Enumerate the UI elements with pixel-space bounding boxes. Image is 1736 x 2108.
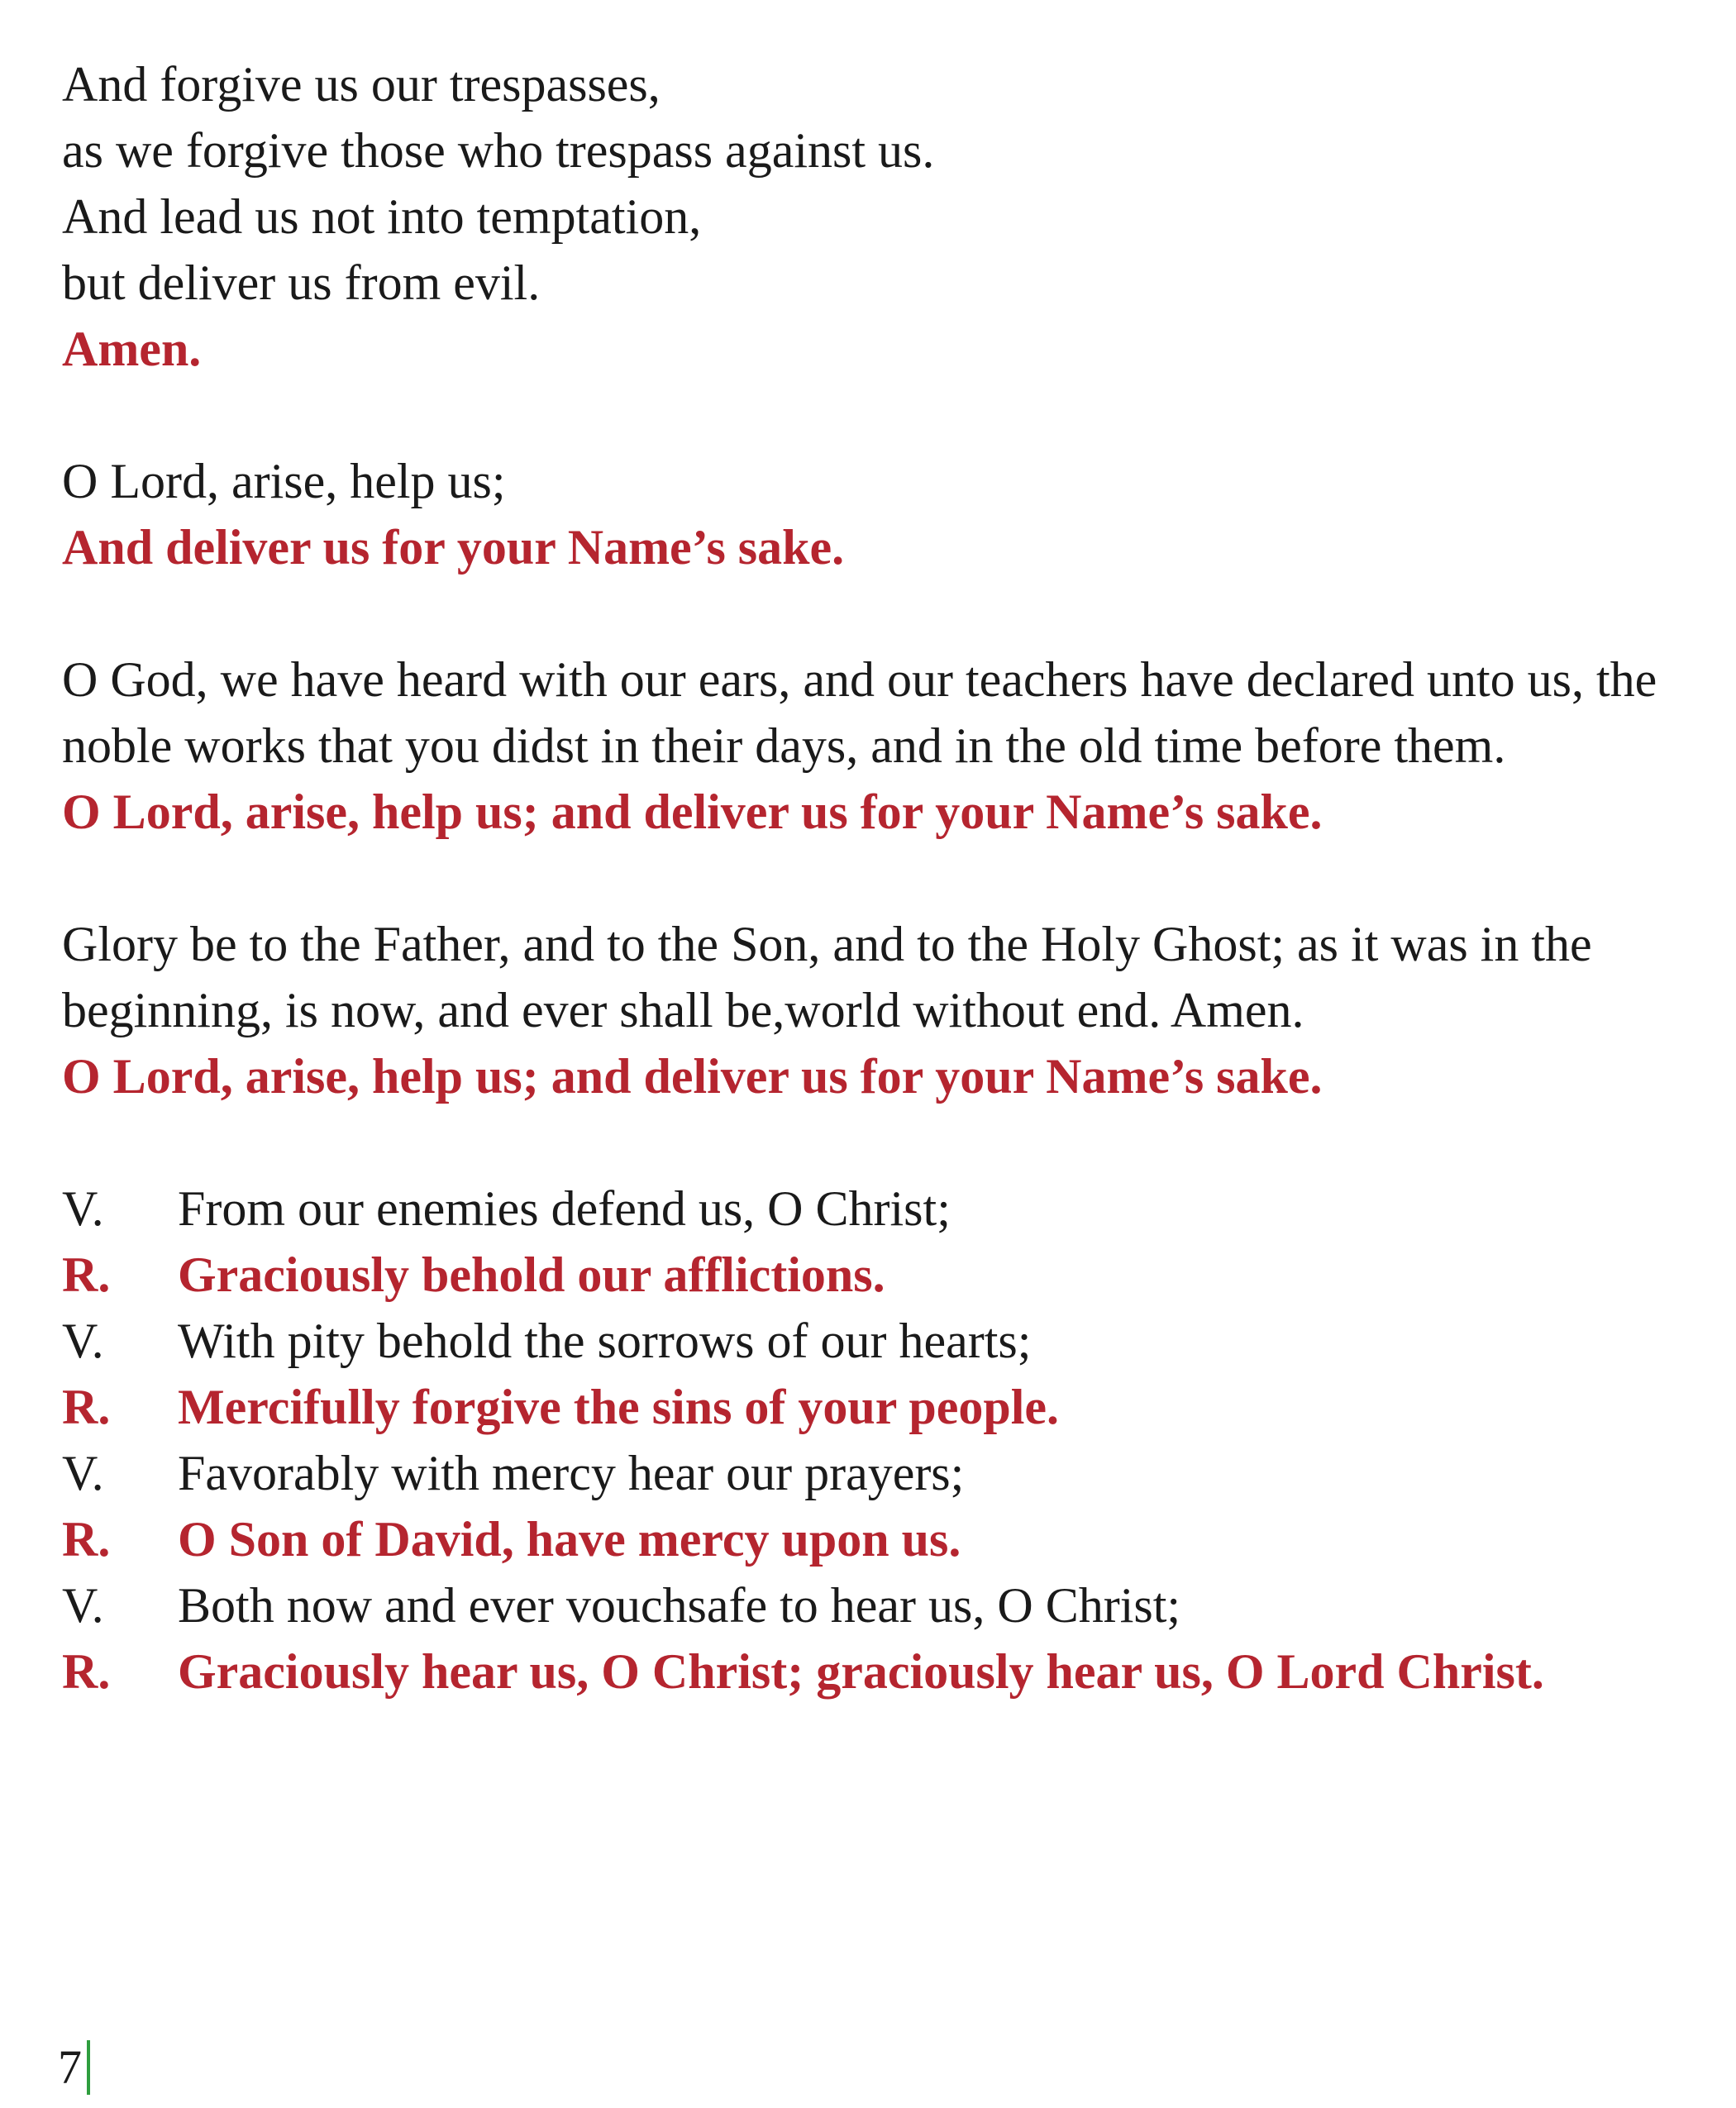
spacer <box>62 382 1682 448</box>
response-text: Graciously behold our afflictions. <box>178 1247 885 1302</box>
prayer-line: And forgive us our trespasses, <box>62 57 661 112</box>
response-label: R. <box>62 1380 111 1434</box>
versicle-text: With pity behold the sorrows of our hearts; <box>178 1314 1032 1368</box>
response-row <box>62 1242 1682 1308</box>
response-label: R. <box>62 1247 111 1302</box>
versicle-text: Favorably with mercy hear our prayers; <box>178 1446 965 1500</box>
response-row <box>62 1638 1682 1705</box>
antiphon-text: O God, we have heard with our ears, and our teachers have declared unto us, the noble works that you didst in their days, and in the old time before them. <box>62 652 1657 773</box>
spacer <box>62 1109 1682 1176</box>
versicle-row <box>62 1440 1682 1506</box>
versicle-row <box>62 1308 1682 1374</box>
response-label: R. <box>62 1512 111 1567</box>
gloria-patri <box>62 911 1682 1109</box>
page-number: 7 <box>58 2040 82 2094</box>
versicle-label: V. <box>62 1446 104 1500</box>
versicle-label: V. <box>62 1578 104 1633</box>
prayer-line: but deliver us from evil. <box>62 255 541 310</box>
gloria-text: Glory be to the Father, and to the Son, and to the Holy Ghost; as it was in the beginning, is now, and ever shall be,world without end. Amen. <box>62 917 1592 1037</box>
response-text: O Son of David, have mercy upon us. <box>178 1512 961 1567</box>
response-row <box>62 1506 1682 1572</box>
antiphon-o-god <box>62 646 1682 845</box>
versicle-label: V. <box>62 1314 104 1368</box>
response-label: R. <box>62 1644 111 1699</box>
amen-response: Amen. <box>62 322 202 376</box>
antiphon-response: O Lord, arise, help us; and deliver us for your Name’s sake. <box>62 785 1323 839</box>
prayer-line: And lead us not into temptation, <box>62 189 702 244</box>
gloria-response: O Lord, arise, help us; and deliver us for your Name’s sake. <box>62 1049 1323 1104</box>
versicle-response: And deliver us for your Name’s sake. <box>62 520 845 575</box>
versicle-arise <box>62 448 1682 580</box>
versicle-text: From our enemies defend us, O Christ; <box>178 1181 951 1236</box>
litany-page <box>62 51 1682 1705</box>
response-row <box>62 1374 1682 1440</box>
versicle-text: Both now and ever vouchsafe to hear us, O Christ; <box>178 1578 1181 1633</box>
response-text: Graciously hear us, O Christ; graciously hear us, O Lord Christ. <box>178 1644 1544 1699</box>
versicle-row <box>62 1176 1682 1242</box>
page-footer <box>58 2040 90 2095</box>
versicle-label: V. <box>62 1181 104 1236</box>
versicle-call: O Lord, arise, help us; <box>62 454 506 508</box>
spacer <box>62 845 1682 911</box>
versicles-and-responses <box>62 1176 1682 1705</box>
prayer-line: as we forgive those who trespass against us. <box>62 123 935 178</box>
versicle-row <box>62 1572 1682 1638</box>
lords-prayer-ending <box>62 51 1682 382</box>
response-text: Mercifully forgive the sins of your people. <box>178 1380 1059 1434</box>
footer-divider <box>87 2040 90 2095</box>
spacer <box>62 580 1682 646</box>
